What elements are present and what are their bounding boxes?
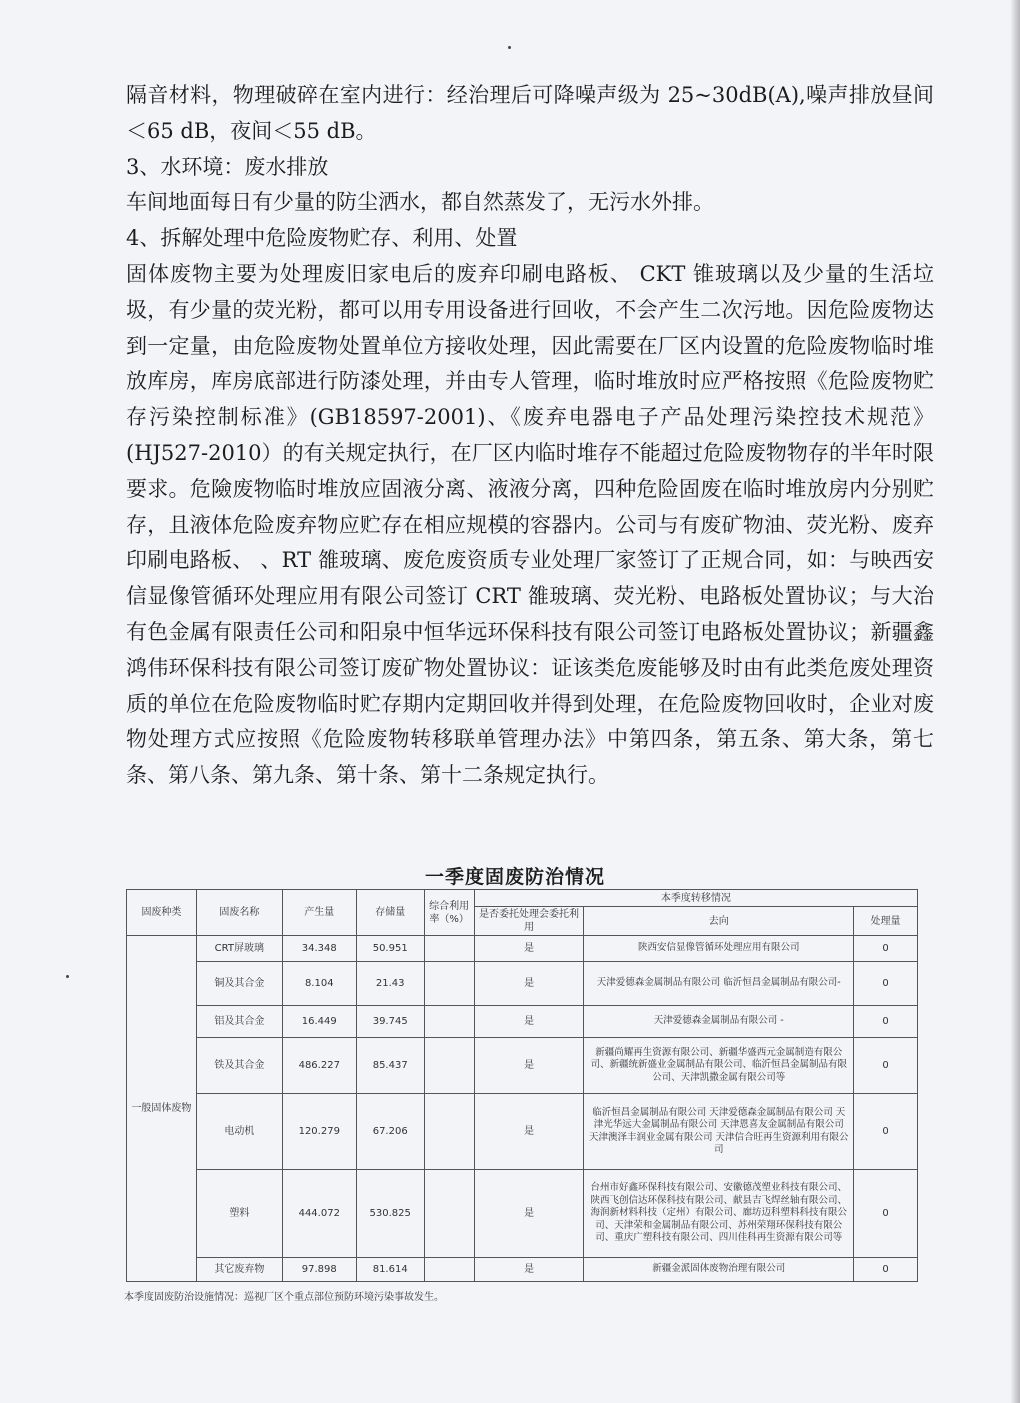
table-row [127,936,918,962]
entrusted-value: 是 [474,1038,584,1094]
processed-value: 0 [854,1258,918,1282]
waste-name: 其它废弃物 [196,1258,282,1282]
header-stored: 存储量 [356,890,424,936]
body-text [126,78,934,794]
header-name: 固废名称 [196,890,282,936]
header-entrusted: 是否委托处理会委托利用 [474,907,584,936]
stored-value: 50.951 [356,936,424,962]
header-utilization-rate: 综合利用率（%） [424,890,474,936]
produced-value: 16.449 [282,1006,356,1038]
paragraph-noise: 隔音材料，物理破碎在室内进行：经治理后可降噪声级为 25~30dB(A),噪声排放昼间＜65 dB，夜间＜55 dB。 [126,83,934,143]
paragraph-water: 车间地面每日有少量的防尘洒水，都自然蒸发了，无污水外排。 [126,190,714,215]
scan-speck [66,975,69,978]
stored-value: 81.614 [356,1258,424,1282]
waste-name: 电动机 [196,1094,282,1170]
processed-value: 0 [854,1094,918,1170]
rate-value [424,1094,474,1170]
waste-name: CRT屏玻璃 [196,936,282,962]
table-title: 一季度固废防治情况 [424,866,605,888]
table-row [127,1006,918,1038]
produced-value: 97.898 [282,1258,356,1282]
table-row [127,1258,918,1282]
header-processed: 处理量 [854,907,918,936]
rate-value [424,1006,474,1038]
rate-value [424,1170,474,1258]
rate-value [424,962,474,1006]
scan-edge-shadow [1010,0,1020,1403]
processed-value: 0 [854,1006,918,1038]
scan-speck [508,46,511,49]
entrusted-value: 是 [474,1006,584,1038]
destination-value: 新疆金派固体废物治理有限公司 [584,1258,854,1282]
entrusted-value: 是 [474,1094,584,1170]
waste-name: 铝及其合金 [196,1006,282,1038]
entrusted-value: 是 [474,1170,584,1258]
stored-value: 85.437 [356,1038,424,1094]
waste-name: 塑料 [196,1170,282,1258]
waste-name: 铁及其合金 [196,1038,282,1094]
stored-value: 67.206 [356,1094,424,1170]
header-destination: 去向 [584,907,854,936]
produced-value: 444.072 [282,1170,356,1258]
stored-value: 530.825 [356,1170,424,1258]
processed-value: 0 [854,936,918,962]
header-transfer-group: 本季度转移情况 [474,890,917,907]
table-row [127,1038,918,1094]
rate-value [424,1038,474,1094]
table-row [127,962,918,1006]
category-cell: 一般固体废物 [127,936,197,1282]
destination-value: 台州市好鑫环保科技有限公司、安徽德茂塑业科技有限公司、陕西飞创信达环保科技有限公司、献县吉飞焊丝轴有限公司、海润新材料科技（定州）有限公司、廊坊迈科塑料科技有限公司、天津荣和金属制品有限公司、苏州荣翔环保科技有限公司、重庆广塑科技有限公司、四川佳科再生资源有限公司等 [584,1170,854,1258]
rate-value [424,936,474,962]
header-produced: 产生量 [282,890,356,936]
rate-value [424,1258,474,1282]
destination-value: 新疆尚耀再生资源有限公司、新疆华盛西元金属制造有限公司、新疆统新盛业金属制品有限公司、临沂恒昌金属制品有限公司、天津凯撒金属有限公司等 [584,1038,854,1094]
entrusted-value: 是 [474,962,584,1006]
processed-value: 0 [854,1170,918,1258]
paragraph-hazardous-waste: 固体废物主要为处理废旧家电后的废弃印刷电路板、 CKT 锥玻璃以及少量的生活垃圾，有少量的荧光粉，都可以用专用设备进行回收，不会产生二次污地。因危险废物达到一定量，由危险废物处置单位方接收处理，因此需要在厂区内设置的危险废物临时堆放库房，库房底部进行防漆处理，并由专人管理，临时堆放时应严格按照《危险废物贮存污染控制标准》(GB18597-2001)、《废弃电器电子产品处理污染控技术规范》(HJ527-2010）的有关规定执行，在厂区内临时堆存不能超过危险废物物存的半年时限要求。危險废物临时堆放应固液分离、液液分离，四种危险固废在临时堆放房内分别贮存，且液体危险废弃物应贮存在相应规模的容器内。公司与有废矿物油、荧光粉、废弃印刷电路板、 、RT 雒玻璃、废危废资质专业处理厂家签订了正规合同，如：与映西安信显像管循环处理应用有限公司签订 CRT 雒玻璃、荧光粉、电路板处置协议；与大治有色金属有限责任公司和阳泉中恒华远环保科技有限公司签订电路板处置协议；新疆鑫鸿伟环保科技有限公司签订废矿物处置协议：证该类危废能够及时由有此类危废处理资质的单位在危险废物临时贮存期内定期回收并得到处理，在危险废物回收时，企业对废物处理方式应按照《危险废物转移联单管理办法》中第四条，第五条、第大条，第七条、第八条、第九条、第十条、第十二条规定执行。 [126,261,934,788]
processed-value: 0 [854,1038,918,1094]
produced-value: 486.227 [282,1038,356,1094]
entrusted-value: 是 [474,936,584,962]
waste-name: 铜及其合金 [196,962,282,1006]
table-row [127,1094,918,1170]
destination-value: 天津爱德森金属制品有限公司 - [584,1006,854,1038]
processed-value: 0 [854,962,918,1006]
entrusted-value: 是 [474,1258,584,1282]
produced-value: 34.348 [282,936,356,962]
stored-value: 39.745 [356,1006,424,1038]
stored-value: 21.43 [356,962,424,1006]
produced-value: 8.104 [282,962,356,1006]
table-row [127,1170,918,1258]
header-category: 固废种类 [127,890,197,936]
heading-hazardous-waste: 4、拆解处理中危险废物贮存、利用、处置 [126,226,518,251]
heading-water: 3、水环境：废水排放 [126,154,329,179]
solid-waste-table [126,889,918,1282]
table-footnote: 本季度固废防治设施情况：巡视厂区个重点部位预防环境污染事故发生。 [124,1292,444,1303]
destination-value: 临沂恒昌金属制品有限公司 天津爱德森金属制品有限公司 天津光华远大金属制品有限公司 天津恩喜友金属制品有限公司 天津澳泽丰润业金属有限公司 天津信合旺再生资源利用有限公司 [584,1094,854,1170]
produced-value: 120.279 [282,1094,356,1170]
destination-value: 陕西安信显像管循环处理应用有限公司 [584,936,854,962]
destination-value: 天津爱德森金属制品有限公司 临沂恒昌金属制品有限公司- [584,962,854,1006]
